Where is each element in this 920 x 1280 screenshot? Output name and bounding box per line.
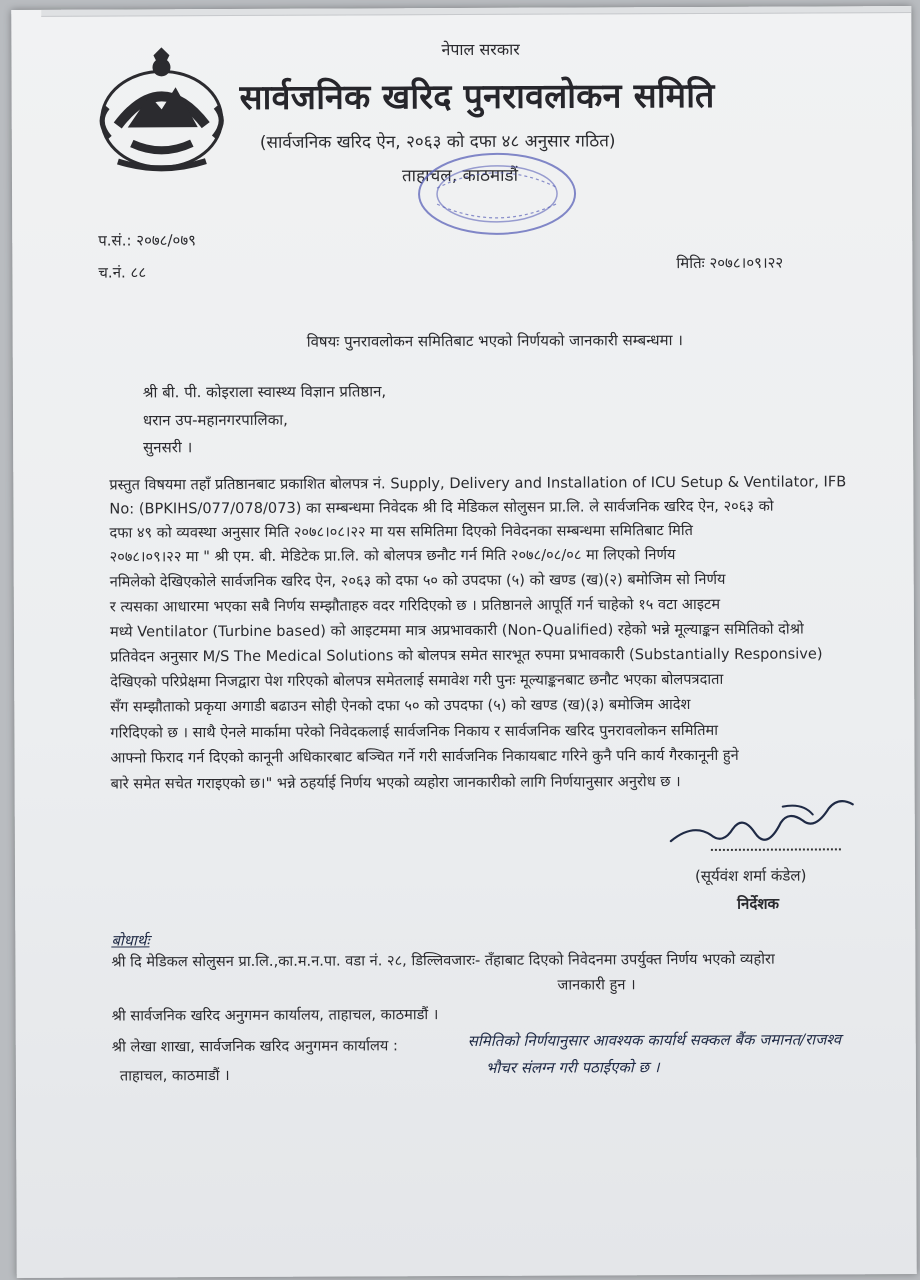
body-line: दफा ४९ को व्यवस्था अनुसार मिति २०७८।०८।२२ मा यस समितिमा दिएको निवेदनका सम्बन्धमा समितिबाट मिति bbox=[109, 522, 693, 542]
body-line: मध्ये Ventilator (Turbine based) को आइटममा मात्र अप्रभावकारी (Non-Qualified) रहेको भन्ने मूल्याङ्कन समितिको दोश्रो bbox=[109, 620, 804, 641]
body-line: र त्यसका आधारमा भएका सबै निर्णय सम्झौताहरु वदर गरिदिएको छ । प्रतिष्ठानले आपूर्ति गर्न चाहेको १५ वटा आइटम bbox=[109, 595, 721, 616]
cc-item-continuation: जानकारी हुन । bbox=[557, 976, 636, 994]
body-line: No: (BPKIHS/077/078/073) का सम्बन्धमा निवेदक श्री दि मेडिकल सोलुसन प्रा.लि. ले सार्वजनिक खरिद ऐन, २०६३ को bbox=[109, 497, 774, 518]
handwritten-note: भौचर संलग्न गरी पठाईएको छ । bbox=[485, 1058, 660, 1077]
office-stamp-icon bbox=[407, 147, 582, 243]
paper-edge bbox=[41, 6, 917, 17]
letter-page bbox=[11, 6, 917, 1278]
addressee-line: श्री बी. पी. कोइराला स्वास्थ्य विज्ञान प्रतिष्ठान, bbox=[142, 382, 387, 402]
handwritten-note: समितिको निर्णयानुसार आवश्यक कार्यार्थ सक्कल बैंक जमानत/राजश्व bbox=[467, 1030, 842, 1050]
body-line: नमिलेको देखिएकोले सार्वजनिक खरिद ऐन, २०६३ को दफा ५० को उपदफा (५) को खण्ड (ख)(२) बमोजिम सो निर्णय bbox=[109, 570, 726, 591]
dispatch-number: च.नं. ८८ bbox=[98, 263, 147, 282]
signatory-name: (सूर्यवंश शर्मा कंडेल) bbox=[694, 866, 807, 885]
government-emblem-icon bbox=[87, 47, 236, 178]
cc-item: श्री लेखा शाखा, सार्वजनिक खरिद अनुगमन कार्यालय : bbox=[111, 1037, 398, 1056]
body-line: २०७८।०९।२२ मा " श्री एम. बी. मेडिटेक प्रा.लि. को बोलपत्र छनौट गर्न मिति २०७८/०८/०८ मा लिएको निर्णय bbox=[109, 546, 676, 566]
signatory-title: निर्देशक bbox=[737, 894, 780, 913]
addressee-line: धरान उप-महानगरपालिका, bbox=[142, 410, 288, 430]
signature-icon bbox=[663, 792, 863, 853]
letter-date: मितिः २०७८।०९।२२ bbox=[676, 253, 784, 273]
letter-reference-number: प.सं.: २०७८/०७९ bbox=[98, 231, 196, 250]
body-line: बारे समेत सचेत गराइएको छ।" भन्ने ठहर्याई निर्णय भएको व्यहोरा जानकारीको लागि निर्णयानुसार अनुरोध छ । bbox=[110, 773, 681, 793]
body-line: प्रतिवेदन अनुसार M/S The Medical Solutions को बोलपत्र समेत सारभूत रुपमा प्रभावकारी (Substantially Responsive) bbox=[110, 645, 823, 666]
addressee-line: सुनसरी । bbox=[143, 438, 193, 457]
body-line: आफ्नो फिराद गर्न दिएको कानूनी अधिकारबाट बञ्चित गर्ने गरी सार्वजनिक निकायबाट गरिने कुनै पनि कार्य गैरकानूनी हुने bbox=[110, 746, 739, 767]
body-line: गरिदिएको छ । साथै ऐनले मार्कामा परेको निवेदकलाई सार्वजनिक निकाय र सार्वजनिक खरिद पुनरावलोकन समितिमा bbox=[110, 721, 719, 742]
cc-item: श्री सार्वजनिक खरिद अनुगमन कार्यालय, ताहाचल, काठमाडौं । bbox=[111, 1006, 439, 1025]
cc-item-continuation: ताहाचल, काठमाडौं । bbox=[119, 1067, 230, 1085]
letter-subject: विषयः पुनरावलोकन समितिबाट भएको निर्णयको जानकारी सम्बन्धमा । bbox=[306, 331, 683, 351]
cc-item: श्री दि मेडिकल सोलुसन प्रा.लि.,का.म.न.पा. वडा नं. २८, डिल्लिवजारः- तँहाबाट दिएको निवेदनमा उपर्युक्त निर्णय भएको व्यहोरा bbox=[111, 950, 775, 971]
office-subtitle: (सार्वजनिक खरिद ऐन, २०६३ को दफा ४८ अनुसार गठित) bbox=[259, 131, 616, 153]
body-line: प्रस्तुत विषयमा तहाँ प्रतिष्ठानबाट प्रकाशित बोलपत्र नं. Supply, Delivery and Installation of ICU Setup & Ventilator, IFB bbox=[109, 473, 847, 494]
government-label: नेपाल सरकार bbox=[441, 39, 520, 60]
body-line: सँग सम्झौताको प्रकृया अगाडी बढाउन सोही ऐनको दफा ५० को उपदफा (५) को खण्ड (ख)(३) बमोजिम आदेश bbox=[110, 696, 691, 716]
cc-heading: बोधार्थः bbox=[111, 931, 150, 950]
office-location: ताहाचल, काठमाडौं bbox=[401, 165, 519, 187]
body-line: देखिएको परिप्रेक्षमा निजद्वारा पेश गरिएको बोलपत्र समेतलाई समावेश गरी पुनः मूल्याङ्कनबाट छनौट भएका बोलपत्रदाता bbox=[110, 670, 724, 691]
office-title: सार्वजनिक खरिद पुनरावलोकन समिति bbox=[239, 75, 715, 118]
